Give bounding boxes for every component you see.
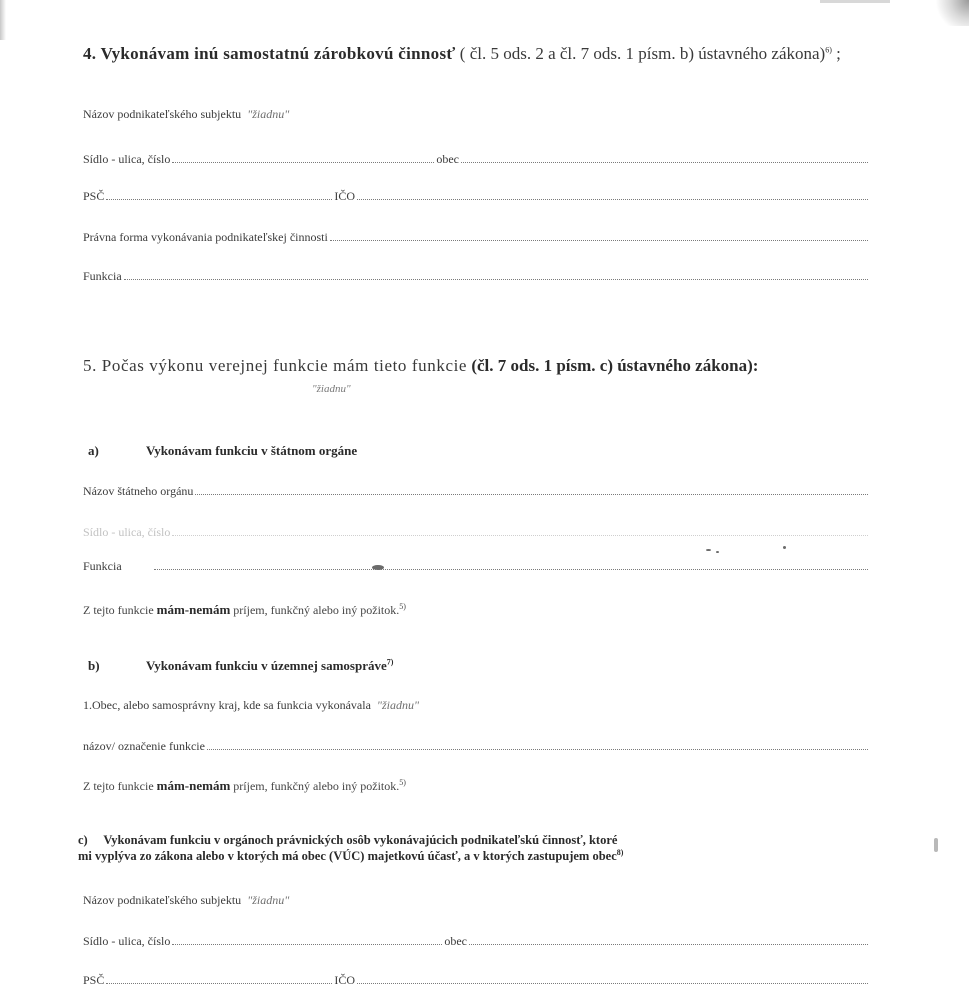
field-label: názov/ označenie funkcie [83,739,205,753]
fill-line[interactable] [357,188,868,200]
field-subject-name [83,107,870,123]
section-5-title: 5. Počas výkonu verejnej funkcie mám tieto funkcie [83,356,468,375]
section-5-reference: (čl. 7 ods. 1 písm. c) ústavného zákona): [467,356,759,375]
field-label: Právna forma vykonávania podnikateľskej činnosti [83,230,328,244]
note-choice: mám-nemám [156,778,231,793]
field-function-name [83,738,870,754]
fill-line[interactable] [207,738,868,750]
field-label: Sídlo - ulica, číslo [83,934,171,948]
subsection-title: Vykonávam funkciu v štátnom orgáne [146,443,358,458]
section-4-title: 4. Vykonávam inú samostatnú zárobkovú činnosť [83,44,456,63]
subsection-title: Vykonávam funkciu v orgánoch právnických osôb vykonávajúcich podnikateľskú činnosť, ktoré [103,833,618,847]
field-label: Názov podnikateľského subjektu [83,107,242,121]
section-4-reference: ( čl. 5 ods. 2 a čl. 7 ods. 1 písm. b) ústavného zákona) [455,44,826,63]
field-municipality [83,698,870,714]
field-seat-street [83,151,870,167]
subsection-a-heading [88,443,357,459]
field-c-seat-street [83,933,870,949]
fill-line[interactable] [461,151,868,163]
field-state-organ [83,483,870,499]
fill-line[interactable] [195,483,868,495]
field-value: "žiadnu" [376,698,419,712]
scan-top-mark [820,0,890,3]
field-value: "žiadnu" [247,893,290,907]
income-note-a [83,602,406,618]
field-label: Funkcia [83,269,122,283]
field-label: PSČ [83,973,105,987]
subsection-title: Vykonávam funkciu v územnej samospráve [146,658,387,673]
ink-speck [716,551,719,553]
fill-line[interactable] [154,558,868,570]
fill-line[interactable] [172,151,434,163]
footnote-ref: 7) [386,657,394,667]
income-note-b [83,778,406,794]
field-label: PSČ [83,189,105,203]
note-text: Z tejto funkcie [83,603,157,617]
fill-line[interactable] [124,268,868,280]
fill-line[interactable] [172,524,868,536]
field-c-subject-name [83,893,870,909]
field-label-city: obec [444,934,467,948]
field-c-psc-ico [83,972,870,988]
field-label: Sídlo - ulica, číslo [83,525,171,539]
subsection-c-line2 [78,848,878,864]
scan-artifact [934,838,938,852]
subsection-letter: a) [88,443,99,458]
ink-smudge [372,565,384,570]
note-text: príjem, funkčný alebo iný požitok. [230,779,400,793]
subsection-title: mi vyplýva zo zákona alebo v ktorých má obec (VÚC) majetkovú účasť, a v ktorých zastupujem obec [78,849,617,863]
note-text: príjem, funkčný alebo iný požitok. [230,603,400,617]
field-organ-seat [83,524,870,540]
field-label-ico: IČO [334,973,356,987]
fill-line[interactable] [357,972,868,984]
footnote-ref: 5) [399,778,406,787]
fill-line[interactable] [469,933,868,945]
section-4-tail: ; [831,44,841,63]
section-4-heading [83,44,873,64]
ink-speck [783,546,786,549]
field-legal-form [83,229,870,245]
section-5-value: "žiadnu" [312,383,351,395]
subsection-c-line1 [78,832,878,848]
field-label-city: obec [436,152,459,166]
field-value: "žiadnu" [247,107,290,121]
note-text: Z tejto funkcie [83,779,157,793]
footnote-ref: 5) [399,602,406,611]
note-choice: mám-nemám [156,602,231,617]
fill-line[interactable] [106,188,332,200]
scan-corner-shadow [929,0,969,26]
footnote-ref: 8) [616,847,624,857]
subsection-c-heading [78,832,878,864]
fill-line[interactable] [172,933,442,945]
field-organ-function [83,558,870,574]
subsection-letter: c) [78,833,88,847]
field-label: Funkcia [83,559,122,573]
ink-speck [706,549,711,551]
field-psc-ico [83,188,870,204]
field-label: Sídlo - ulica, číslo [83,152,171,166]
field-function [83,268,870,284]
field-label: Názov štátneho orgánu [83,484,194,498]
section-5-heading [83,356,873,376]
fill-line[interactable] [106,972,332,984]
fill-line[interactable] [330,229,868,241]
subsection-b-heading [88,658,393,674]
field-label: 1.Obec, alebo samosprávny kraj, kde sa funkcia vykonávala [83,698,371,712]
field-label: Názov podnikateľského subjektu [83,893,242,907]
scan-edge-shadow [0,0,6,40]
footnote-ref: 6) [825,45,832,55]
field-label-ico: IČO [334,189,356,203]
subsection-letter: b) [88,658,100,673]
